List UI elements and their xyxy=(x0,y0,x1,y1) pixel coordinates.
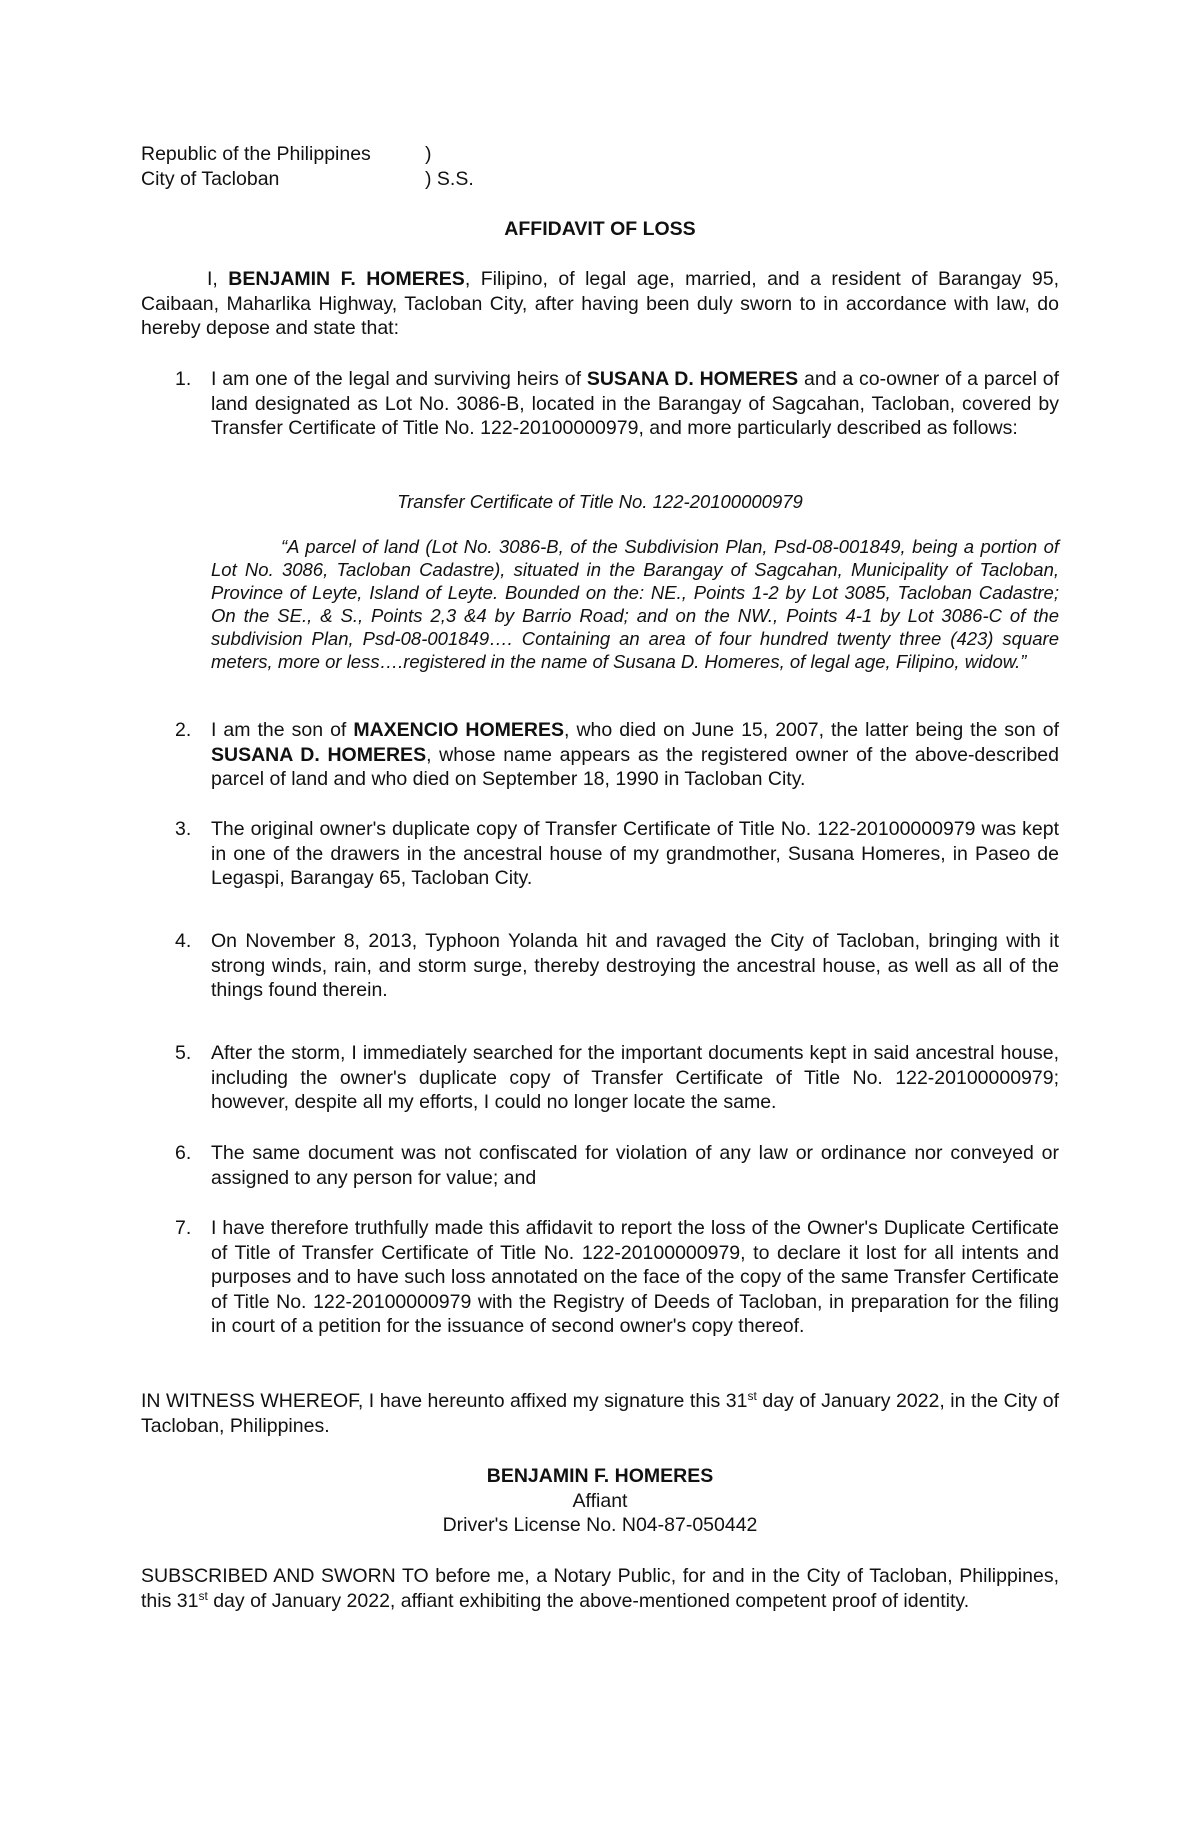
list-item: 1. I am one of the legal and surviving heirs of SUSANA D. HOMERES and a co-owner of a parcel of land designated as Lot No. 3086-B, located in the Barangay of Sagcahan, Tacloban, covered by Transfer Certificate of Title No. 122-20100000979, and more particularly described as follows: xyxy=(175,368,1059,439)
signature-block xyxy=(0,1464,1200,1538)
item-number: 1. xyxy=(175,368,192,390)
venue-line-2 xyxy=(141,167,541,192)
list-item: 4. On November 8, 2013, Typhoon Yolanda hit and ravaged the City of Tacloban, bringing with it strong winds, rain, and storm surge, thereby destroying the ancestral house, as well as all of the things found therein. xyxy=(175,930,1059,1001)
list-item: 6. The same document was not confiscated for violation of any law or ordinance nor conveyed or assigned to any person for value; and xyxy=(175,1142,1059,1189)
heir-name: SUSANA D. HOMERES xyxy=(586,368,799,390)
document-title: AFFIDAVIT OF LOSS xyxy=(504,218,696,240)
venue-line-1 xyxy=(141,142,541,167)
item-number: 7. xyxy=(175,1217,192,1239)
venue-bracket-1: ) xyxy=(425,143,432,165)
venue-ss: ) S.S. xyxy=(425,168,474,190)
witness-paragraph: IN WITNESS WHEREOF, I have hereunto affixed my signature this 31st day of January 2022, in the City of Tacloban, Philippines. xyxy=(141,1389,1059,1437)
item-number: 4. xyxy=(175,930,192,952)
list-item: 2. I am the son of MAXENCIO HOMERES, who died on June 15, 2007, the latter being the son of SUSANA D. HOMERES, whose name appears as the registered owner of the above-described parcel of land and who died on September 18, 1990 in Tacloban City. xyxy=(175,719,1059,790)
item-number: 6. xyxy=(175,1142,192,1164)
grandmother-name: SUSANA D. HOMERES xyxy=(211,743,427,766)
list-item: 5. After the storm, I immediately searched for the important documents kept in said ancestral house, including the owner's duplicate copy of Transfer Certificate of Title No. 122-20100000979; however, despite all my efforts, I could no longer locate the same. xyxy=(175,1042,1059,1113)
signatory-id: Driver's License No. N04-87-050442 xyxy=(442,1514,758,1536)
land-description: “A parcel of land (Lot No. 3086-B, of the Subdivision Plan, Psd-08-001849, being a portion of Lot No. 3086, Tacloban Cadastre), situated in the Barangay of Sagcahan, Municipality of Tacloban, Province of Leyte, Island of Leyte. Bounded on the: NE., Points 1-2 by Lot 3085, Tacloban Cadastre; On the SE., & S., Points 2,3 &4 by Barrio Road; and on the NW., Points 4-1 by Lot 3086-C of the subdivision Plan, Psd-08-001849…. Containing an area of four hundred twenty three (423) square meters, more or less….registered in the name of Susana D. Homeres, of legal age, Filipino, widow.” xyxy=(211,536,1059,672)
venue-country: Republic of the Philippines xyxy=(141,143,371,165)
tct-title: Transfer Certificate of Title No. 122-20100000979 xyxy=(397,491,803,512)
father-name: MAXENCIO HOMERES xyxy=(353,719,565,741)
signatory-role: Affiant xyxy=(572,1489,628,1512)
list-item: 3. The original owner's duplicate copy of Transfer Certificate of Title No. 122-20100000979 was kept in one of the drawers in the ancestral house of my grandmother, Susana Homeres, in Paseo de Legaspi, Barangay 65, Tacloban City. xyxy=(175,818,1059,889)
venue-block xyxy=(141,142,541,192)
venue-city: City of Tacloban xyxy=(141,168,280,190)
intro-paragraph: I, BENJAMIN F. HOMERES, Filipino, of legal age, married, and a resident of Barangay 95, Caibaan, Maharlika Highway, Tacloban City, after having been duly sworn to in accordance with law, do hereby depose and state that: xyxy=(141,268,1059,339)
list-item: 7. I have therefore truthfully made this affidavit to report the loss of the Owner's Duplicate Certificate of Title of Transfer Certificate of Title No. 122-20100000979, to declare it lost for all intents and purposes and to have such loss annotated on the face of the copy of the same Transfer Certificate of Title No. 122-20100000979 with the Registry of Deeds of Tacloban, in preparation for the filing in court of a petition for the issuance of second owner's copy thereof. xyxy=(175,1217,1059,1337)
item-number: 3. xyxy=(175,818,192,840)
jurat-paragraph: SUBSCRIBED AND SWORN TO before me, a Notary Public, for and in the City of Tacloban, Philippines, this 31st day of January 2022, affiant exhibiting the above-mentioned competent proof of identity. xyxy=(141,1565,1059,1612)
item-number: 2. xyxy=(175,719,192,741)
signatory-name: BENJAMIN F. HOMERES xyxy=(486,1465,714,1487)
affiant-name: BENJAMIN F. HOMERES xyxy=(228,268,465,290)
item-number: 5. xyxy=(175,1042,192,1064)
